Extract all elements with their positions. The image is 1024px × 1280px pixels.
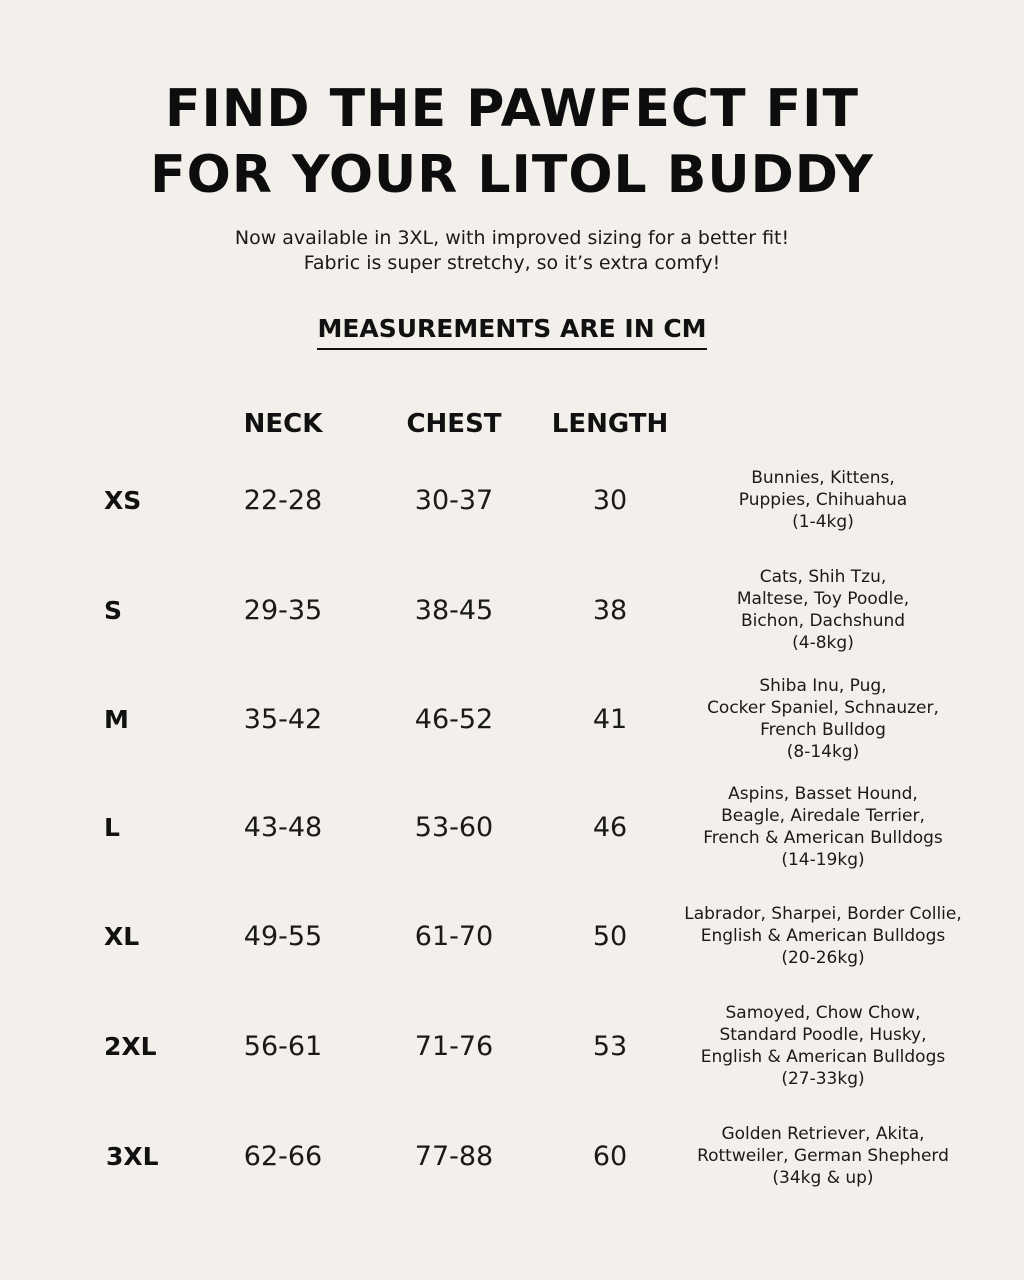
- breeds-cell: [668, 1096, 978, 1216]
- chest-value: 46-52: [414, 703, 494, 735]
- size-label: S: [104, 595, 123, 625]
- units-heading: [0, 312, 1024, 350]
- table-row: [0, 550, 1024, 670]
- breeds-text: Shiba Inu, Pug, Cocker Spaniel, Schnauzer, French Bulldog (8-14kg): [707, 676, 939, 762]
- neck-value: 49-55: [243, 920, 323, 952]
- length-value: 38: [592, 594, 628, 626]
- subtitle-line-2: Fabric is super stretchy, so it’s extra comfy!: [303, 252, 721, 274]
- units-heading-text: MEASUREMENTS ARE IN CM: [317, 312, 706, 350]
- page-title-line-2: FOR YOUR LITOL BUDDY: [150, 145, 874, 205]
- table-row: [0, 440, 1024, 560]
- column-header-chest: CHEST: [406, 409, 502, 439]
- page-title-line-1: FIND THE PAWFECT FIT: [165, 79, 859, 139]
- chest-value: 53-60: [414, 811, 494, 843]
- chest-value: 71-76: [414, 1030, 494, 1062]
- table-row: [0, 876, 1024, 996]
- neck-value: 29-35: [243, 594, 323, 626]
- breeds-text: Aspins, Basset Hound, Beagle, Airedale Terrier, French & American Bulldogs (14-19kg): [703, 784, 943, 870]
- size-label: 2XL: [104, 1031, 157, 1061]
- size-label: XL: [104, 921, 140, 951]
- breeds-cell: [668, 986, 978, 1106]
- size-label: M: [104, 704, 129, 734]
- chest-value: 77-88: [414, 1140, 494, 1172]
- size-label: L: [104, 812, 120, 842]
- length-value: 30: [592, 484, 628, 516]
- neck-value: 43-48: [243, 811, 323, 843]
- chest-value: 61-70: [414, 920, 494, 952]
- breeds-text: Labrador, Sharpei, Border Collie, English & American Bulldogs (20-26kg): [684, 904, 962, 968]
- length-value: 60: [592, 1140, 628, 1172]
- breeds-cell: [668, 767, 978, 887]
- breeds-cell: [668, 659, 978, 779]
- breeds-cell: [668, 550, 978, 670]
- chest-value: 38-45: [414, 594, 494, 626]
- table-row: [0, 1096, 1024, 1216]
- neck-value: 56-61: [243, 1030, 323, 1062]
- length-value: 53: [592, 1030, 628, 1062]
- length-value: 41: [592, 703, 628, 735]
- size-label: XS: [104, 485, 142, 515]
- breeds-text: Cats, Shih Tzu, Maltese, Toy Poodle, Bichon, Dachshund (4-8kg): [736, 567, 910, 653]
- neck-value: 22-28: [243, 484, 323, 516]
- breeds-cell: [668, 440, 978, 560]
- breeds-text: Samoyed, Chow Chow, Standard Poodle, Husky, English & American Bulldogs (27-33kg): [700, 1003, 946, 1089]
- length-value: 46: [592, 811, 628, 843]
- column-header-length: LENGTH: [551, 409, 669, 439]
- neck-value: 62-66: [243, 1140, 323, 1172]
- breeds-text: Bunnies, Kittens, Puppies, Chihuahua (1-4kg): [738, 468, 908, 532]
- column-header-neck: NECK: [243, 409, 323, 439]
- table-row: [0, 767, 1024, 887]
- breeds-cell: [668, 876, 978, 996]
- size-label: 3XL: [106, 1141, 159, 1171]
- subtitle-line-1: Now available in 3XL, with improved sizing for a better fit!: [234, 227, 790, 249]
- chest-value: 30-37: [414, 484, 494, 516]
- length-value: 50: [592, 920, 628, 952]
- table-row: [0, 986, 1024, 1106]
- neck-value: 35-42: [243, 703, 323, 735]
- breeds-text: Golden Retriever, Akita, Rottweiler, German Shepherd (34kg & up): [697, 1124, 949, 1188]
- table-row: [0, 659, 1024, 779]
